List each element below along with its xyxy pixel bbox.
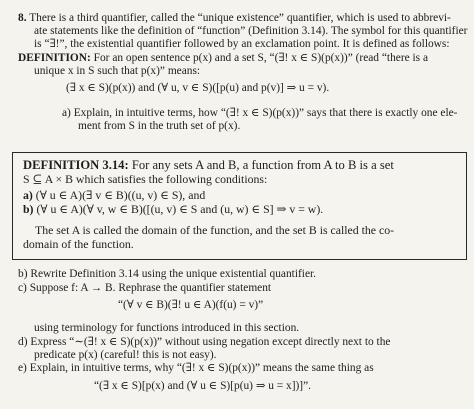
part-a-line1 bbox=[62, 107, 474, 119]
definition-3-14-line2: S ⊆ A × B which satisfies the following conditions: bbox=[23, 172, 268, 186]
part-e-label: e) bbox=[18, 362, 27, 374]
definition-formula: (∃ x ∈ S)(p(x)) and (∀ u, v ∈ S)([p(u) and p(v)] ⇒ u = v). bbox=[66, 82, 330, 94]
condition-b-text: (∀ u ∈ A)(∀ v, w ∈ B)([(u, v) ∈ S and (u, w) ∈ S] ⇒ v = w). bbox=[36, 202, 324, 216]
problem-8-line2: ate statements like the definition of “function” (Definition 3.14). The symbol for this quantifier bbox=[34, 25, 468, 37]
part-b-label: b) bbox=[18, 268, 28, 280]
condition-a-text: (∀ u ∈ A)(∃ v ∈ B)((u, v) ∈ S), and bbox=[35, 188, 206, 202]
problem-8-line1 bbox=[18, 12, 474, 24]
part-e-formula: “(∃ x ∈ S)[p(x) and (∀ u ∈ S)[p(u) ⇒ u = x])]”. bbox=[94, 380, 312, 392]
part-c bbox=[18, 282, 474, 294]
part-d-line2: predicate p(x) (careful! this is not easy). bbox=[34, 349, 217, 361]
definition-3-14-line1 bbox=[23, 158, 463, 172]
definition-text: For an open sentence p(x) and a set S, “(∃! x ∈ S)(p(x))” (read “there is a bbox=[93, 52, 429, 64]
domain-line1: The set A is called the domain of the function, and the set B is called the co- bbox=[35, 223, 395, 237]
part-c-label: c) bbox=[18, 282, 27, 294]
part-a-label: a) bbox=[62, 107, 71, 119]
problem-text: There is a third quantifier, called the “unique existence” quantifier, which is used to abbrevi- bbox=[29, 12, 451, 24]
part-d-line1 bbox=[18, 336, 474, 348]
part-d-label: d) bbox=[18, 336, 28, 348]
part-a-text: Explain, in intuitive terms, how “(∃! x ∈ S)(p(x))” says that there is exactly one ele- bbox=[73, 107, 458, 119]
part-d-text: Express “∼(∃! x ∈ S)(p(x))” without using negation except directly next to the bbox=[30, 336, 391, 348]
part-e-line1 bbox=[18, 362, 474, 374]
definition-line1 bbox=[18, 52, 474, 64]
part-b bbox=[18, 268, 474, 280]
definition-3-14-title: DEFINITION 3.14: bbox=[23, 158, 129, 172]
condition-b-label: b) bbox=[23, 202, 34, 216]
condition-a-label: a) bbox=[23, 188, 33, 202]
definition-label: DEFINITION: bbox=[18, 52, 91, 64]
problem-8-line3: is “∃!”, the existential quantifier followed by an exclamation point. It is defined as follows: bbox=[34, 38, 450, 50]
part-b-text: Rewrite Definition 3.14 using the unique existential quantifier. bbox=[30, 268, 317, 280]
definition-3-14-intro: For any sets A and B, a function from A to B is a set bbox=[131, 158, 394, 172]
problem-number: 8. bbox=[18, 12, 27, 24]
part-e-text: Explain, in intuitive terms, why “(∃! x ∈ S)(p(x))” means the same thing as bbox=[29, 362, 374, 374]
definition-3-14-box bbox=[12, 152, 467, 260]
condition-b bbox=[23, 203, 463, 216]
part-c-formula: “(∀ v ∈ B)(∃! u ∈ A)(f(u) = v)” bbox=[118, 299, 264, 311]
definition-line2: unique x in S such that p(x)” means: bbox=[34, 65, 201, 77]
part-a-line2: ment from S in the truth set of p(x). bbox=[78, 120, 241, 132]
domain-line2: domain of the function. bbox=[23, 237, 134, 251]
condition-a bbox=[23, 189, 463, 202]
part-c-follow: using terminology for functions introduced in this section. bbox=[34, 322, 300, 334]
part-c-text: Suppose f: A → B. Rephrase the quantifier statement bbox=[29, 282, 272, 294]
